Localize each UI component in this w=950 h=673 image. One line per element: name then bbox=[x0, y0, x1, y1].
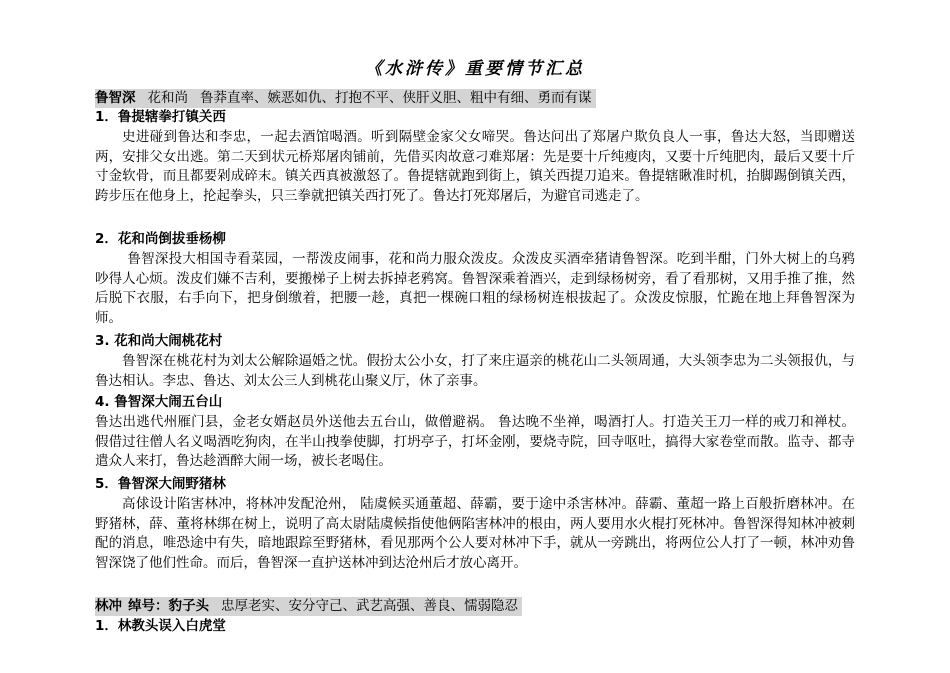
section-heading: 2．花和尚倒拔垂杨柳 bbox=[95, 231, 226, 247]
section-heading: 1．林教头误入白虎堂 bbox=[95, 618, 226, 634]
section-heading: 4. 鲁智深大闹五台山 bbox=[95, 394, 223, 410]
character-band-lu-zhishen bbox=[95, 89, 596, 108]
section-text: 鲁智深在桃花村为刘太公解除逼婚之忧。假扮太公小女，打了来庄逼亲的桃花山二头领周通，大头领李忠为二头领报仇，与鲁达相认。李忠、鲁达、刘太公三人到桃花山聚义厅，休了亲事。 bbox=[95, 353, 855, 389]
section-text: 史进碰到鲁达和李忠，一起去酒馆喝酒。听到隔壁金家父女啼哭。鲁达问出了郑屠户欺负良人一事，鲁达大怒，当即赠送两，安排父女出逃。第二天到状元桥郑屠肉铺前，先借买肉故意刁难郑屠：先是要十斤纯瘦肉，又要十斤纯肥肉，最后又要十斤寸金软骨，而且都要剁成碎末。镇关西真被激怒了。鲁提辖就跑到街上，镇关西提刀追来。鲁提辖瞅准时机，抬脚踢倒镇关西，跨步压在他身上，抡起拳头，只三拳就把镇关西打死了。鲁达打死郑屠后，为避官司逃走了。 bbox=[95, 129, 855, 204]
character-band-lin-chong bbox=[95, 597, 522, 616]
character-traits: 忠厚老实、安分守己、武艺高强、善良、懦弱隐忍 bbox=[221, 598, 518, 614]
section-text: 高俅设计陷害林冲，将林冲发配沧州， 陆虞候买通董超、薛霸，要于途中杀害林冲。薛霸、董超一路上百般折磨林冲。在野猪林，薛、董将林绑在树上，说明了高太尉陆虞候指使他俩陷害林冲的根由，两人要用水火棍打死林冲。鲁智深得知林冲被刺配的消息，唯恐途中有失，暗地跟踪至野猪林，看见那两个公人要对林冲下手，就从一旁跳出，将两位公人打了一顿，林冲劝鲁智深饶了他们性命。而后，鲁智深一直护送林冲到达沧州后才放心离开。 bbox=[95, 496, 855, 571]
character-name: 鲁智深 bbox=[95, 90, 136, 106]
section-heading: 5．鲁智深大闹野猪林 bbox=[95, 476, 226, 492]
character-nickname: 绰号：豹子头 bbox=[128, 598, 209, 614]
section-heading: 1．鲁提辖拳打镇关西 bbox=[95, 109, 226, 125]
section-text: 鲁智深投大相国寺看菜园，一帮泼皮闹事，花和尚力服众泼皮。众泼皮买酒牵猪请鲁智深。吃到半酣，门外大树上的乌鸦吵得人心烦。泼皮们嫌不吉利，要搬梯子上树去拆掉老鸦窝。鲁智深乘着酒兴，走到绿杨树旁，看了看那树，又用手推了推，然后脱下衣服，右手向下，把身倒缴着，把腰一趁，真把一棵碗口粗的绿杨树连根拔起了。众泼皮惊服，忙跪在地上拜鲁智深为师。 bbox=[95, 251, 855, 326]
section-heading: 3. 花和尚大闹桃花村 bbox=[95, 333, 223, 349]
section-text: 鲁达出逃代州雁门县，金老女婿赵员外送他去五台山，做僧避祸。 鲁达晚不坐禅，喝酒打人。打造关王刀一样的戒刀和禅杖。假借过往僧人名义喝酒吃狗肉，在半山拽拳使脚，打坍亭子，打坏金刚，要烧寺院，回寺呕吐，搞得大家卷堂而散。监寺、都寺遣众人来打，鲁达趁酒醉大闹一场，被长老喝住。 bbox=[95, 414, 855, 470]
document-title: 《水浒传》重要情节汇总 bbox=[365, 59, 585, 79]
character-traits: 鲁莽直率、嫉恶如仇、打抱不平、侠肝义胆、粗中有细、勇而有谋 bbox=[200, 90, 592, 106]
character-name: 林冲 bbox=[95, 598, 122, 614]
character-nickname: 花和尚 bbox=[147, 90, 188, 106]
